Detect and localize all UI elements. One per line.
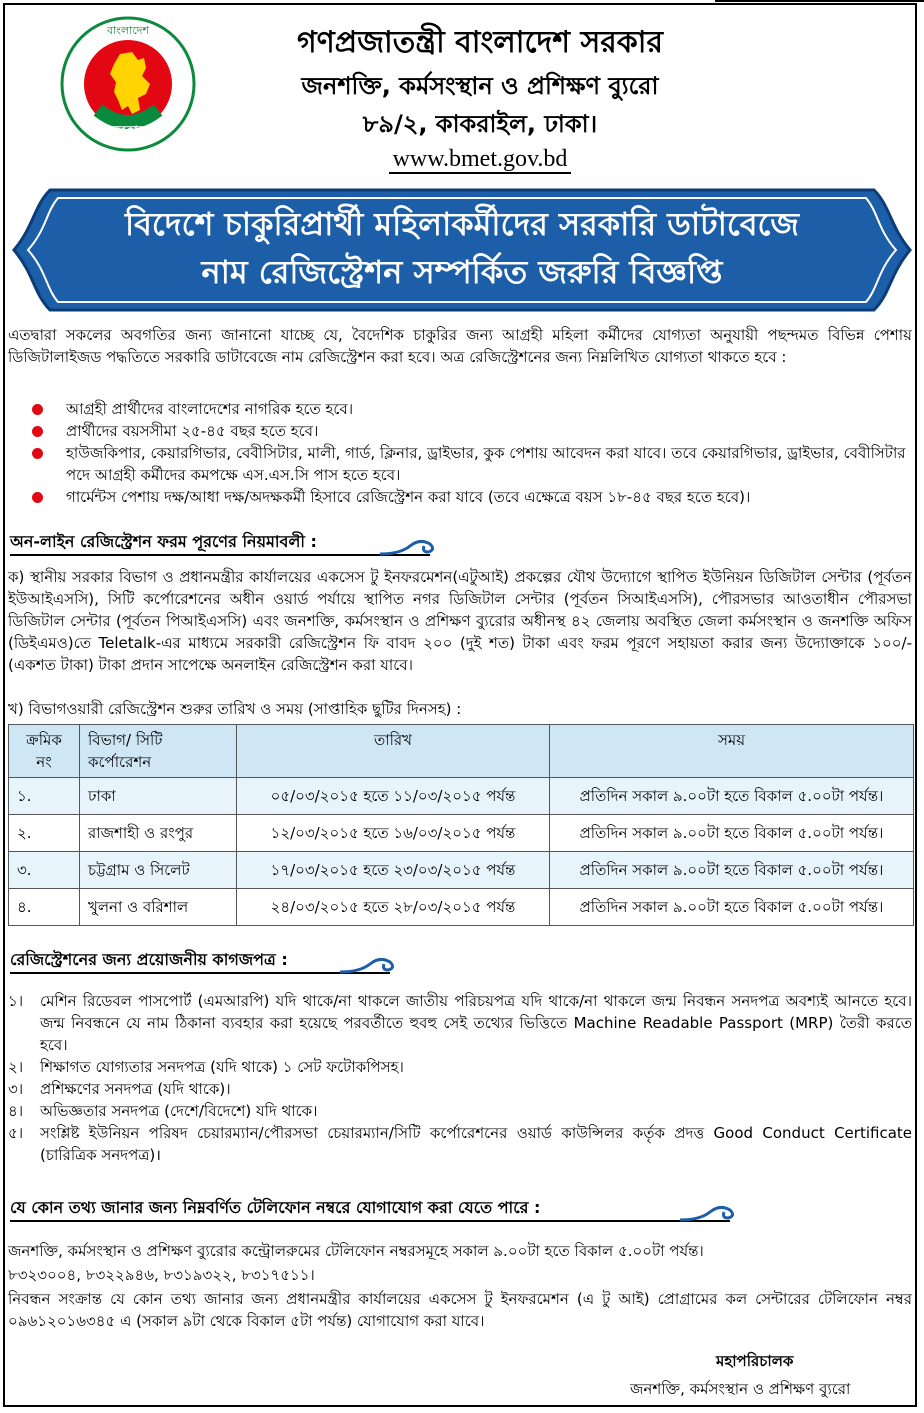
cell-division: রাজশাহী ও রংপুর xyxy=(80,815,237,852)
requirement-item: গার্মেন্টস পেশায় দক্ষ/আধা দক্ষ/অদক্ষকর্মী হিসাবে রেজিস্ট্রেশন করা যাবে (তবে এক্ষেত্রে বয়স ১৮-৪৫ বছর হতে হবে)। xyxy=(28,486,908,508)
table-row xyxy=(9,815,914,852)
online-rule-b: খ) বিভাগওয়ারী রেজিস্ট্রেশন শুরুর তারিখ ও সময় (সাপ্তাহিক ছুটির দিনসহ) : xyxy=(8,700,462,718)
documents-heading: রেজিস্ট্রেশনের জন্য প্রয়োজনীয় কাগজপত্র : xyxy=(10,950,288,969)
contact-control-room: জনশক্তি, কর্মসংস্থান ও প্রশিক্ষণ ব্যুরোর কন্ট্রোলরুমের টেলিফোন নম্বরসমূহে সকাল ৯.০০টা হতে বিকাল ৫.০০টা পর্যন্ত। xyxy=(8,1242,704,1260)
table-row xyxy=(9,889,914,926)
document-item: ৫। সংশ্লিষ্ট ইউনিয়ন পরিষদ চেয়ারম্যান/পৌরসভা চেয়ারম্যান/সিটি কর্পোরেশনের ওয়ার্ড কাউন্সিলর কর্তৃক প্রদত্ত Good Conduct Certificate (চারিত্রিক সনদপত্র)। xyxy=(8,1124,912,1164)
bullet-icon xyxy=(32,448,43,459)
cell-time: প্রতিদিন সকাল ৯.০০টা হতে বিকাল ৫.০০টা পর্যন্ত। xyxy=(550,815,914,852)
intro-paragraph: এতদ্বারা সকলের অবগতির জন্য জানানো যাচ্ছে যে, বৈদেশিক চাকুরির জন্য আগ্রহী মহিলা কর্মীদের যোগ্যতা অনুযায়ী পছন্দমত বিভিন্ন পেশায় ডিজিটালাইজড পদ্ধতিতে সরকারি ডাটাবেজে নাম রেজিস্ট্রেশন করা হবে। অত্র রেজিস্ট্রেশনের জন্য নিম্নলিখিত যোগ্যতা থাকতে হবে : xyxy=(8,326,912,366)
bureau-address: ৮৯/২, কাকরাইল, ঢাকা। xyxy=(362,110,598,138)
document-item: ৪। অভিজ্ঞতার সনদপত্র (দেশে/বিদেশে) যদি থাকে। xyxy=(8,1102,318,1120)
document-item: ১। মেশিন রিডেবল পাসপোর্ট (এমআরপি) যদি থাকে/না থাকলে জাতীয় পরিচয়পত্র যদি থাকে/না থাকলে জন্ম নিবন্ধন সনদপত্র অবশ্যই আনতে হবে। জন্ম নিবন্ধনে যে নাম ঠিকানা ব্যবহার করা হয়েছে পরবর্তীতে হুবহু সেই তথ্যের ভিত্তিতে Machine Readable Passport (MRP) তৈরী করতে হবে। xyxy=(8,992,912,1054)
svg-text:বাংলাদেশ: বাংলাদেশ xyxy=(106,24,150,37)
cell-division: খুলনা ও বরিশাল xyxy=(80,889,237,926)
cell-date: ০৫/০৩/২০১৫ হতে ১১/০৩/২০১৫ পর্যন্ত xyxy=(237,778,550,815)
contact-phone-numbers: ৮৩২৩০০৪, ৮৩২২৯৪৬, ৮৩১৯৩২২, ৮৩১৭৫১১। xyxy=(8,1266,315,1284)
website-url[interactable]: www.bmet.gov.bd xyxy=(250,144,710,174)
cell-division: ঢাকা xyxy=(80,778,237,815)
cell-date: ২৪/০৩/২০১৫ হতে ২৮/০৩/২০১৫ পর্যন্ত xyxy=(237,889,550,926)
cell-division: চট্টগ্রাম ও সিলেট xyxy=(80,852,237,889)
section-underline xyxy=(10,554,430,556)
bullet-icon xyxy=(32,492,43,503)
cell-serial: ৪. xyxy=(9,889,80,926)
document-item: ৩। প্রশিক্ষণের সনদপত্র (যদি থাকে)। xyxy=(8,1080,231,1098)
cell-serial: ৩. xyxy=(9,852,80,889)
bullet-icon xyxy=(32,426,43,437)
flourish-ornament-icon xyxy=(680,1202,740,1230)
requirement-item: হাউজকিপার, কেয়ারগিভার, বেবীসিটার, মালী, গার্ড, ক্লিনার, ড্রাইভার, কুক পেশায় আবেদন করা যাবে। তবে কেয়ারগিভার, ড্রাইভার, বেবীসিটার পদে আগ্রহী কর্মীদের কমপক্ষে এস.এস.সি পাস হতে হবে। xyxy=(28,442,908,486)
govt-title: গণপ্রজাতন্ত্রী বাংলাদেশ সরকার xyxy=(297,25,663,60)
bureau-name: জনশক্তি, কর্মসংস্থান ও প্রশিক্ষণ ব্যুরো xyxy=(301,72,659,100)
online-rule-a: ক) স্থানীয় সরকার বিভাগ ও প্রধানমন্ত্রীর কার্যালয়ের একসেস টু ইনফরমেশন(এটুআই) প্রকল্পের যৌথ উদ্যোগে স্থাপিত ইউনিয়ন ডিজিটাল সেন্টার (পূর্বতন ইউআইএসসি), সিটি কর্পোরেশনের অধীন ওয়ার্ড পর্যায়ে স্থাপিত নগর ডিজিটাল সেন্টার (পূর্বতন সিআইএসসি), পৌরসভার আওতাধীন পৌরসভা ডিজিটাল সেন্টার (পূর্বতন পিআইএসসি) এবং জনশক্তি, কর্মসংস্থান ও প্রশিক্ষণ ব্যুরোর অধীনস্থ ৪২ জেলায় অবস্থিত জেলা কর্মসংস্থান ও জনশক্তি অফিস (ডিইএমও)তে Teletalk-এর মাধ্যমে সরকারী রেজিস্ট্রেশন ফি বাবদ ২০০ (দুই শত) টাকা এবং ফরম পূরণে সহায়তা করার জন্য উদ্যোক্তাকে ১০০/- (একশত টাকা) টাকা প্রদান সাপেক্ষে অনলাইন রেজিস্ট্রেশন করা যাবে। xyxy=(8,568,912,674)
online-rules-heading: অন-লাইন রেজিস্ট্রেশন ফরম পূরণের নিয়মাবলী : xyxy=(10,532,317,551)
requirement-item: আগ্রহী প্রার্থীদের বাংলাদেশের নাগরিক হতে হবে। xyxy=(28,398,908,420)
svg-text:সরকার: সরকার xyxy=(111,123,145,137)
government-seal-logo xyxy=(58,14,198,154)
signatory-org: জনশক্তি, কর্মসংস্থান ও প্রশিক্ষণ ব্যুরো xyxy=(630,1380,851,1398)
signatory-title: মহাপরিচালক xyxy=(716,1352,794,1370)
section-underline xyxy=(10,1220,730,1222)
cell-time: প্রতিদিন সকাল ৯.০০টা হতে বিকাল ৫.০০টা পর্যন্ত। xyxy=(550,852,914,889)
cell-date: ১২/০৩/২০১৫ হতে ১৬/০৩/২০১৫ পর্যন্ত xyxy=(237,815,550,852)
banner-title xyxy=(80,200,844,296)
cell-time: প্রতিদিন সকাল ৯.০০টা হতে বিকাল ৫.০০টা পর্যন্ত। xyxy=(550,889,914,926)
requirements-list xyxy=(28,398,908,508)
col-serial: ক্রমিক নং xyxy=(9,725,80,778)
contact-heading: যে কোন তথ্য জানার জন্য নিম্নবর্ণিত টেলিফোন নম্বরে যোগাযোগ করা যেতে পারে : xyxy=(10,1198,541,1217)
cell-serial: ২. xyxy=(9,815,80,852)
col-time: সময় xyxy=(550,725,914,778)
notice-title-banner xyxy=(10,186,914,314)
flourish-ornament-icon xyxy=(380,536,440,564)
flourish-ornament-icon xyxy=(340,954,400,982)
cell-serial: ১. xyxy=(9,778,80,815)
banner-line-1: বিদেশে চাকুরিপ্রার্থী মহিলাকর্মীদের সরকারি ডাটাবেজে xyxy=(124,205,800,243)
col-division: বিভাগ/ সিটি কর্পোরেশন xyxy=(80,725,237,778)
bullet-icon xyxy=(32,404,43,415)
contact-call-center: নিবন্ধন সংক্রান্ত যে কোন তথ্য জানার জন্য প্রধানমন্ত্রীর কার্যালয়ের একসেস টু ইনফরমেশন (এ টু আই) প্রোগ্রামের কল সেন্টারের টেলিফোন নম্বর ০৯৬১২০১৬৩৪৫ এ (সকাল ৯টা থেকে বিকাল ৫টা পর্যন্ত) যোগাযোগ করা যাবে। xyxy=(8,1290,912,1330)
section-underline xyxy=(10,972,390,974)
top-border-line xyxy=(715,0,924,2)
documents-list xyxy=(8,990,912,1166)
registration-schedule-table xyxy=(8,724,914,926)
requirement-item: প্রার্থীদের বয়সসীমা ২৫-৪৫ বছর হতে হবে। xyxy=(28,420,908,442)
cell-time: প্রতিদিন সকাল ৯.০০টা হতে বিকাল ৫.০০টা পর্যন্ত। xyxy=(550,778,914,815)
table-header-row xyxy=(9,725,914,778)
table-row xyxy=(9,778,914,815)
table-row xyxy=(9,852,914,889)
document-item: ২। শিক্ষাগত যোগ্যতার সনদপত্র (যদি থাকে) ১ সেট ফটোকপিসহ। xyxy=(8,1058,404,1076)
banner-line-2: নাম রেজিস্ট্রেশন সম্পর্কিত জরুরি বিজ্ঞপ্তি xyxy=(201,253,723,291)
col-date: তারিখ xyxy=(237,725,550,778)
cell-date: ১৭/০৩/২০১৫ হতে ২৩/০৩/২০১৫ পর্যন্ত xyxy=(237,852,550,889)
